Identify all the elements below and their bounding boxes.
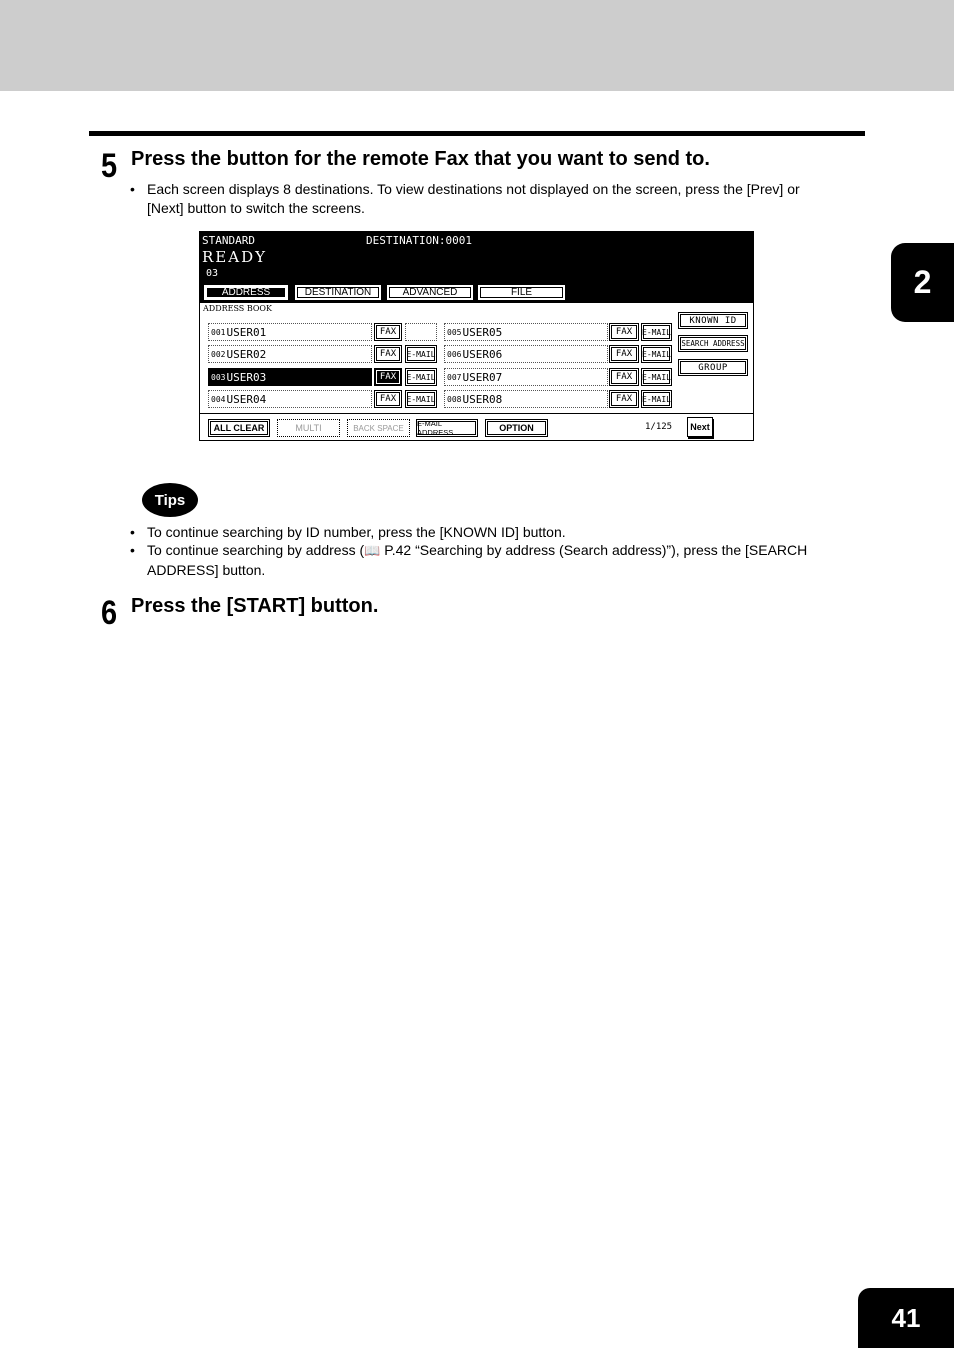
entry-number: 003 xyxy=(211,372,226,382)
multi-button[interactable]: MULTI xyxy=(277,419,340,437)
address-entry[interactable] xyxy=(208,345,372,363)
bullet-text: Each screen displays 8 destinations. To view destinations not displayed on the screen, press the [Prev] or xyxy=(147,181,800,197)
search-address-button[interactable]: SEARCH ADDRESS xyxy=(678,335,748,352)
fax-button[interactable]: FAX xyxy=(609,368,639,386)
next-button[interactable]: Next xyxy=(687,417,713,437)
entry-number: 002 xyxy=(211,349,226,359)
email-button[interactable]: E-MAIL xyxy=(641,368,672,386)
bullet-item: • Each screen displays 8 destinations. To view destinations not displayed on the screen, press the [Prev] or [Next] button to switch the screens. xyxy=(130,180,850,217)
entry-name: USER08 xyxy=(462,392,503,406)
section-rule xyxy=(89,131,865,136)
address-entry[interactable] xyxy=(444,390,608,408)
back-space-button[interactable]: BACK SPACE xyxy=(347,419,410,437)
group-button[interactable]: GROUP xyxy=(678,359,748,376)
tip-text: P.42 “Searching by address (Search address)”), press the [SEARCH xyxy=(380,542,808,558)
tip-item: • To continue searching by ID number, press the [KNOWN ID] button. xyxy=(130,523,850,542)
email-address-button[interactable]: E-MAIL ADDRESS xyxy=(416,419,478,437)
tip-item: • To continue searching by address (📖 P.42 “Searching by address (Search address)”), press the [SEARCH ADDRESS] button. xyxy=(130,541,850,579)
screen-header xyxy=(200,232,754,303)
entry-name: USER05 xyxy=(462,325,503,339)
tip-text: To continue searching by ID number, press the [KNOWN ID] button. xyxy=(147,524,566,540)
address-entry[interactable] xyxy=(444,323,608,341)
email-button[interactable]: E-MAIL xyxy=(405,345,437,363)
fax-button-selected[interactable]: FAX xyxy=(374,368,402,386)
tip-text: ADDRESS] button. xyxy=(147,561,266,578)
tab-address[interactable]: ADDRESS xyxy=(204,285,288,300)
status-count: 03 xyxy=(206,268,219,279)
page-indicator: 1/125 xyxy=(645,422,673,432)
email-button[interactable]: E-MAIL xyxy=(641,345,672,363)
tab-file[interactable]: FILE xyxy=(478,285,565,300)
footer-divider xyxy=(200,413,754,414)
entry-number: 001 xyxy=(211,327,226,337)
fax-button[interactable]: FAX xyxy=(609,345,639,363)
step-number: 5 xyxy=(101,147,118,185)
address-entry[interactable] xyxy=(208,390,372,408)
fax-button[interactable]: FAX xyxy=(374,345,402,363)
entry-name: USER01 xyxy=(226,325,267,339)
control-panel-screen xyxy=(199,231,754,441)
entry-name: USER02 xyxy=(226,347,267,361)
tab-advanced[interactable]: ADVANCED xyxy=(387,285,473,300)
address-entry[interactable] xyxy=(208,323,372,341)
step-number: 6 xyxy=(101,594,118,632)
entry-name: USER06 xyxy=(462,347,503,361)
email-button[interactable]: E-MAIL xyxy=(405,390,437,408)
tips-badge: Tips xyxy=(142,483,198,517)
email-placeholder xyxy=(405,323,437,341)
chapter-tab: 2 xyxy=(891,243,954,322)
mode-label: STANDARD xyxy=(202,234,255,247)
entry-number: 008 xyxy=(447,394,462,404)
email-button[interactable]: E-MAIL xyxy=(405,368,437,386)
fax-button[interactable]: FAX xyxy=(374,390,402,408)
fax-button[interactable]: FAX xyxy=(374,323,402,341)
address-entry[interactable] xyxy=(444,368,608,386)
entry-number: 006 xyxy=(447,349,462,359)
entry-number: 004 xyxy=(211,394,226,404)
entry-name: USER07 xyxy=(462,370,503,384)
header-band xyxy=(0,0,954,91)
option-button[interactable]: OPTION xyxy=(485,419,548,437)
all-clear-button[interactable]: ALL CLEAR xyxy=(208,419,270,437)
step-title: Press the button for the remote Fax that you want to send to. xyxy=(131,148,710,170)
known-id-button[interactable]: KNOWN ID xyxy=(678,312,748,329)
bullet-text: [Next] button to switch the screens. xyxy=(147,199,365,216)
entry-name: USER04 xyxy=(226,392,267,406)
entry-number: 005 xyxy=(447,327,462,337)
entry-number: 007 xyxy=(447,372,462,382)
tip-text: To continue searching by address ( xyxy=(147,542,365,558)
fax-button[interactable]: FAX xyxy=(609,323,639,341)
destination-counter: DESTINATION:0001 xyxy=(366,234,472,247)
address-entry[interactable] xyxy=(444,345,608,363)
fax-button[interactable]: FAX xyxy=(609,390,639,408)
status-message: READY xyxy=(202,248,268,266)
page-number: 41 xyxy=(858,1288,954,1348)
step-title: Press the [START] button. xyxy=(131,595,379,617)
email-button[interactable]: E-MAIL xyxy=(641,390,672,408)
address-book-label: ADDRESS BOOK xyxy=(203,304,272,313)
tab-destination[interactable]: DESTINATION xyxy=(295,285,381,300)
email-button[interactable]: E-MAIL xyxy=(641,323,672,341)
book-icon: 📖 xyxy=(364,543,381,558)
address-entry-selected[interactable] xyxy=(208,368,372,386)
entry-name: USER03 xyxy=(226,370,267,384)
